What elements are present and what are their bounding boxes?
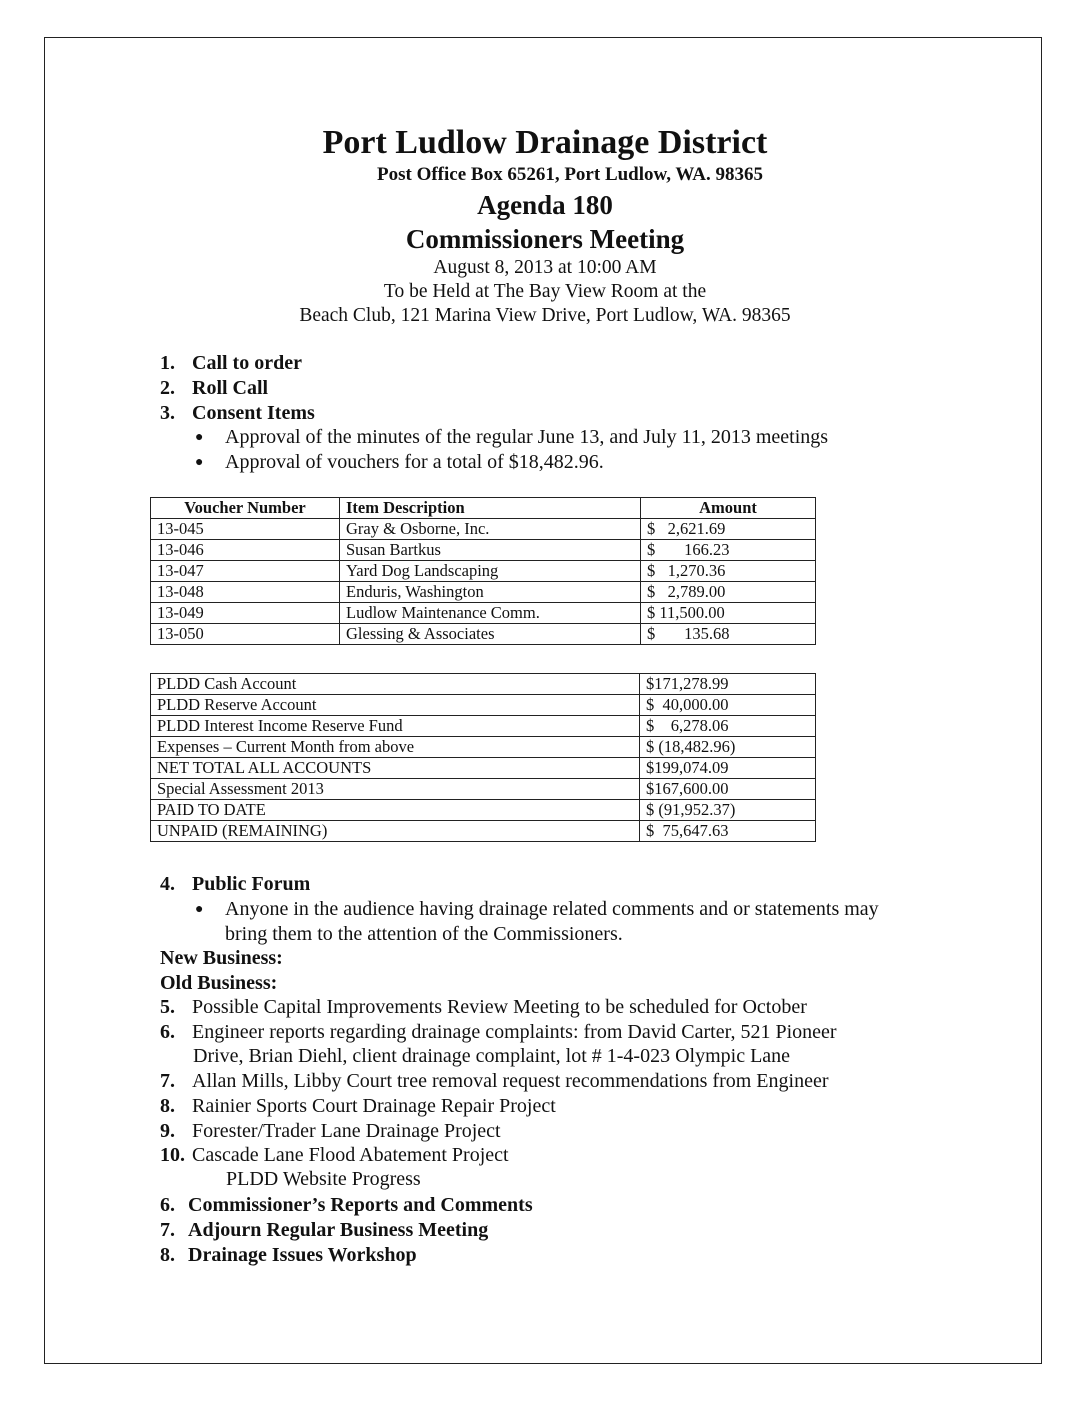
voucher-number: 13-045	[151, 519, 340, 540]
old-business-item: 5. Possible Capital Improvements Review Meeting to be scheduled for October	[160, 996, 807, 1018]
table-row	[151, 624, 816, 645]
old-business-item: 8. Rainier Sports Court Drainage Repair Project	[160, 1095, 556, 1117]
agenda-item-commissioner-reports: 6. Commissioner’s Reports and Comments	[160, 1194, 533, 1216]
account-amount: $ 75,647.63	[640, 821, 816, 842]
public-forum-bullet: ● Anyone in the audience having drainage related comments and or statements may bring them to the attention of the Commissioners.	[195, 898, 879, 945]
voucher-number: 13-050	[151, 624, 340, 645]
amount: $ 11,500.00	[641, 603, 816, 624]
account-name: PLDD Cash Account	[151, 674, 640, 695]
account-amount: $ (91,952.37)	[640, 800, 816, 821]
amount: $ 2,621.69	[641, 519, 816, 540]
table-row	[151, 519, 816, 540]
agenda-item-call-to-order: 1. Call to order	[160, 352, 302, 374]
bullet-icon: ●	[195, 430, 204, 445]
account-amount: $167,600.00	[640, 779, 816, 800]
table-row	[151, 758, 816, 779]
table-row	[151, 821, 816, 842]
item-description: Glessing & Associates	[340, 624, 641, 645]
voucher-number: 13-046	[151, 540, 340, 561]
consent-bullet-vouchers: ● Approval of vouchers for a total of $18,482.96.	[195, 451, 604, 473]
table-row	[151, 737, 816, 758]
account-name: PLDD Reserve Account	[151, 695, 640, 716]
account-name: NET TOTAL ALL ACCOUNTS	[151, 758, 640, 779]
new-business-heading: New Business:	[160, 947, 283, 969]
table-header-row	[151, 498, 816, 519]
table-row	[151, 540, 816, 561]
account-amount: $ 6,278.06	[640, 716, 816, 737]
meeting-location-line1: To be Held at The Bay View Room at the	[383, 281, 707, 302]
agenda-item-public-forum: 4. Public Forum	[160, 873, 311, 895]
column-header: Item Description	[340, 498, 641, 519]
account-amount: $ (18,482.96)	[640, 737, 816, 758]
old-business-item: 7. Allan Mills, Libby Court tree removal request recommendations from Engineer	[160, 1070, 829, 1092]
meeting-type: Commissioners Meeting	[405, 224, 685, 254]
table-row	[151, 716, 816, 737]
agenda-item-consent-items: 3. Consent Items	[160, 402, 315, 424]
amount: $ 166.23	[641, 540, 816, 561]
amount: $ 135.68	[641, 624, 816, 645]
voucher-number: 13-047	[151, 561, 340, 582]
item-description: Gray & Osborne, Inc.	[340, 519, 641, 540]
table-row	[151, 779, 816, 800]
item-description: Susan Bartkus	[340, 540, 641, 561]
bullet-icon: ●	[195, 455, 204, 470]
old-business-item: 9. Forester/Trader Lane Drainage Project	[160, 1120, 501, 1142]
amount: $ 2,789.00	[641, 582, 816, 603]
account-amount: $199,074.09	[640, 758, 816, 779]
account-name: PAID TO DATE	[151, 800, 640, 821]
old-business-heading: Old Business:	[160, 972, 278, 994]
bullet-icon: ●	[195, 902, 204, 917]
account-name: Expenses – Current Month from above	[151, 737, 640, 758]
account-name: UNPAID (REMAINING)	[151, 821, 640, 842]
table-row	[151, 582, 816, 603]
table-row	[151, 561, 816, 582]
agenda-item-roll-call: 2. Roll Call	[160, 377, 269, 399]
account-amount: $171,278.99	[640, 674, 816, 695]
agenda-number: Agenda 180	[477, 190, 613, 220]
document-header	[0, 122, 1080, 328]
agenda-item-workshop: 8. Drainage Issues Workshop	[160, 1244, 417, 1266]
agenda-item-adjourn: 7. Adjourn Regular Business Meeting	[160, 1219, 489, 1241]
account-name: PLDD Interest Income Reserve Fund	[151, 716, 640, 737]
voucher-table	[150, 497, 816, 645]
account-name: Special Assessment 2013	[151, 779, 640, 800]
old-business-item: 6. Engineer reports regarding drainage complaints: from David Carter, 521 Pioneer Drive, Brian Diehl, client drainage complaint, lot # 1-4-023 Olympic Lane	[160, 1021, 837, 1067]
meeting-datetime: August 8, 2013 at 10:00 AM	[433, 257, 657, 278]
amount: $ 1,270.36	[641, 561, 816, 582]
item-description: Yard Dog Landscaping	[340, 561, 641, 582]
table-row	[151, 603, 816, 624]
column-header: Voucher Number	[151, 498, 340, 519]
accounts-table	[150, 673, 816, 842]
table-row	[151, 800, 816, 821]
table-row	[151, 695, 816, 716]
voucher-number: 13-049	[151, 603, 340, 624]
account-amount: $ 40,000.00	[640, 695, 816, 716]
column-header: Amount	[641, 498, 816, 519]
old-business-item: 10. Cascade Lane Flood Abatement Project PLDD Website Progress	[160, 1144, 509, 1190]
table-row	[151, 674, 816, 695]
meeting-location-line2: Beach Club, 121 Marina View Drive, Port Ludlow, WA. 98365	[299, 305, 791, 326]
item-description: Ludlow Maintenance Comm.	[340, 603, 641, 624]
voucher-number: 13-048	[151, 582, 340, 603]
org-title: Port Ludlow Drainage District	[322, 124, 768, 161]
item-description: Enduris, Washington	[340, 582, 641, 603]
consent-bullet-minutes: ● Approval of the minutes of the regular June 13, and July 11, 2013 meetings	[195, 426, 829, 448]
org-address: Post Office Box 65261, Port Ludlow, WA. 98365	[377, 164, 763, 185]
